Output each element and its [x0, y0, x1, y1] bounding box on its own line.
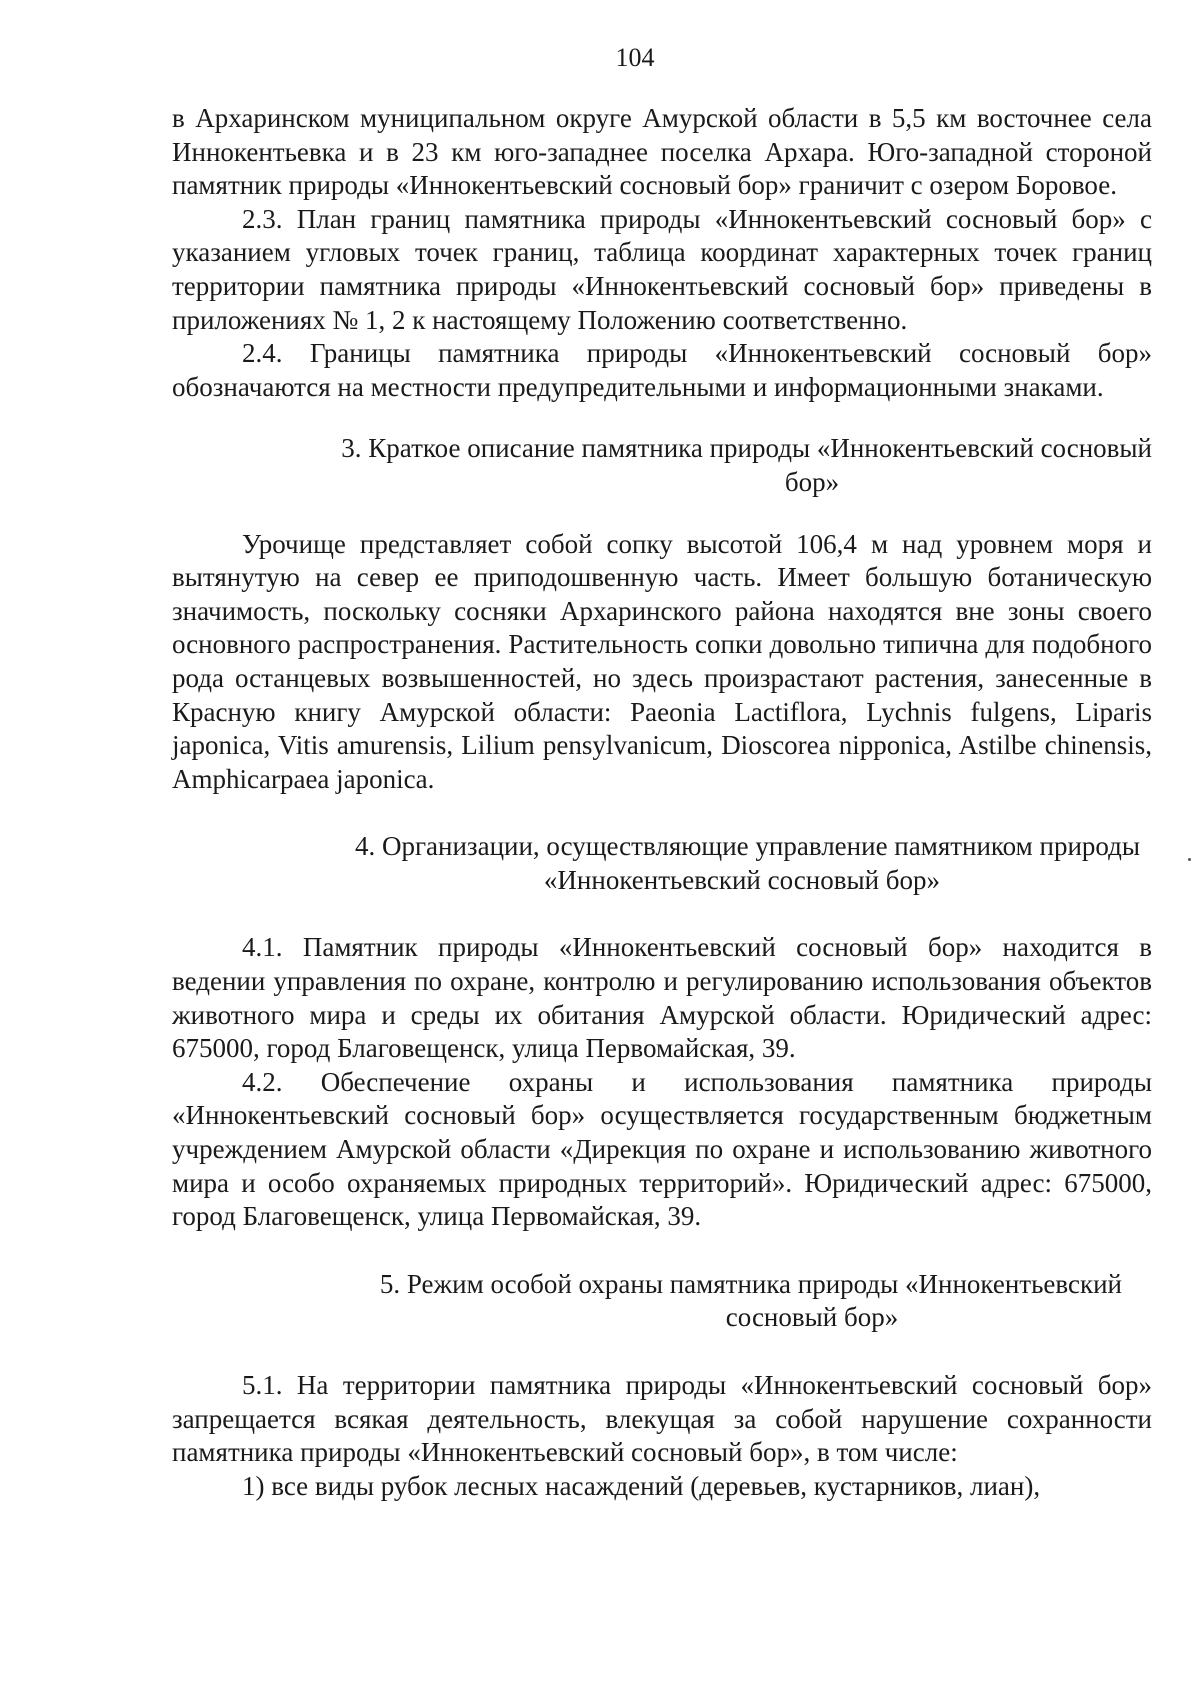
section-4-heading-line1: 4. Организации, осуществляющие управление памятником природы	[354, 831, 1140, 862]
paragraph-section-3: Урочище представляет собой сопку высотой 106,4 м над уровнем моря и вытянутую на север ее приподошвенную часть. Имеет большую ботаническую значимость, поскольку сосняки Архаринского района находятся вне зоны своего основного распространения. Растительность сопки довольно типична для подобного рода останцевых возвышенностей, но здесь произрастают растения, занесенные в Красную книгу Амурской области: Paeonia Lactiflora, Lychnis fulgens, Liparis japonica, Vitis amurensis, Lilium pensylvanicum, Dioscorea nipponica, Astilbe chinensis, Amphicarpaea japonica.	[172, 528, 1152, 794]
section-5-heading-line1: 5. Режим особой охраны памятника природы «Иннокентьевский	[379, 1268, 1122, 1299]
section-5-heading	[172, 1268, 1152, 1335]
section-4-heading	[172, 830, 1152, 897]
page-number: 104	[615, 43, 655, 72]
paragraph-location: в Архаринском муниципальном округе Амурской области в 5,5 км восточнее села Иннокентьевка и в 23 км юго-западнее поселка Архара. Юго-западной стороной памятник природы «Иннокентьевский сосновый бор» граничит с озером Боровое.	[172, 103, 1152, 201]
section-3-heading-line2: бор»	[784, 466, 840, 497]
document-body	[172, 102, 1152, 1503]
paragraph-2-3: 2.3. План границ памятника природы «Иннокентьевский сосновый бор» с указанием угловых точек границ, таблица координат характерных точек границ территории памятника природы «Иннокентьевский сосновый бор» приведены в приложениях № 1, 2 к настоящему Положению соответственно.	[172, 203, 1152, 335]
scan-speck	[1188, 858, 1191, 861]
section-3-heading-line1: 3. Краткое описание памятника природы «Иннокентьевский сосновый	[341, 433, 1152, 464]
paragraph-2-4: 2.4. Границы памятника природы «Иннокентьевский сосновый бор» обозначаются на местности предупредительными и информационными знаками.	[172, 338, 1152, 402]
paragraph-5-1: 5.1. На территории памятника природы «Иннокентьевский сосновый бор» запрещается всякая деятельность, влекущая за собой нарушение сохранности памятника природы «Иннокентьевский сосновый бор», в том числе:	[172, 1370, 1152, 1468]
section-4-heading-line2: «Иннокентьевский сосновый бор»	[543, 864, 941, 895]
paragraph-4-1: 4.1. Памятник природы «Иннокентьевский сосновый бор» находится в ведении управления по охране, контролю и регулированию использования объектов животного мира и среды их обитания Амурской области. Юридический адрес: 675000, город Благовещенск, улица Первомайская, 39.	[172, 932, 1152, 1064]
paragraph-4-2: 4.2. Обеспечение охраны и использования памятника природы «Иннокентьевский сосновый бор» осуществляется государственным бюджетным учреждением Амурской области «Дирекция по охране и использованию животного мира и особо охраняемых природных территорий». Юридический адрес: 675000, город Благовещенск, улица Первомайская, 39.	[172, 1066, 1152, 1232]
paragraph-5-1-item-1: 1) все виды рубок лесных насаждений (деревьев, кустарников, лиан),	[242, 1470, 1041, 1501]
section-3-heading	[172, 432, 1152, 499]
section-5-heading-line2: сосновый бор»	[725, 1302, 899, 1333]
